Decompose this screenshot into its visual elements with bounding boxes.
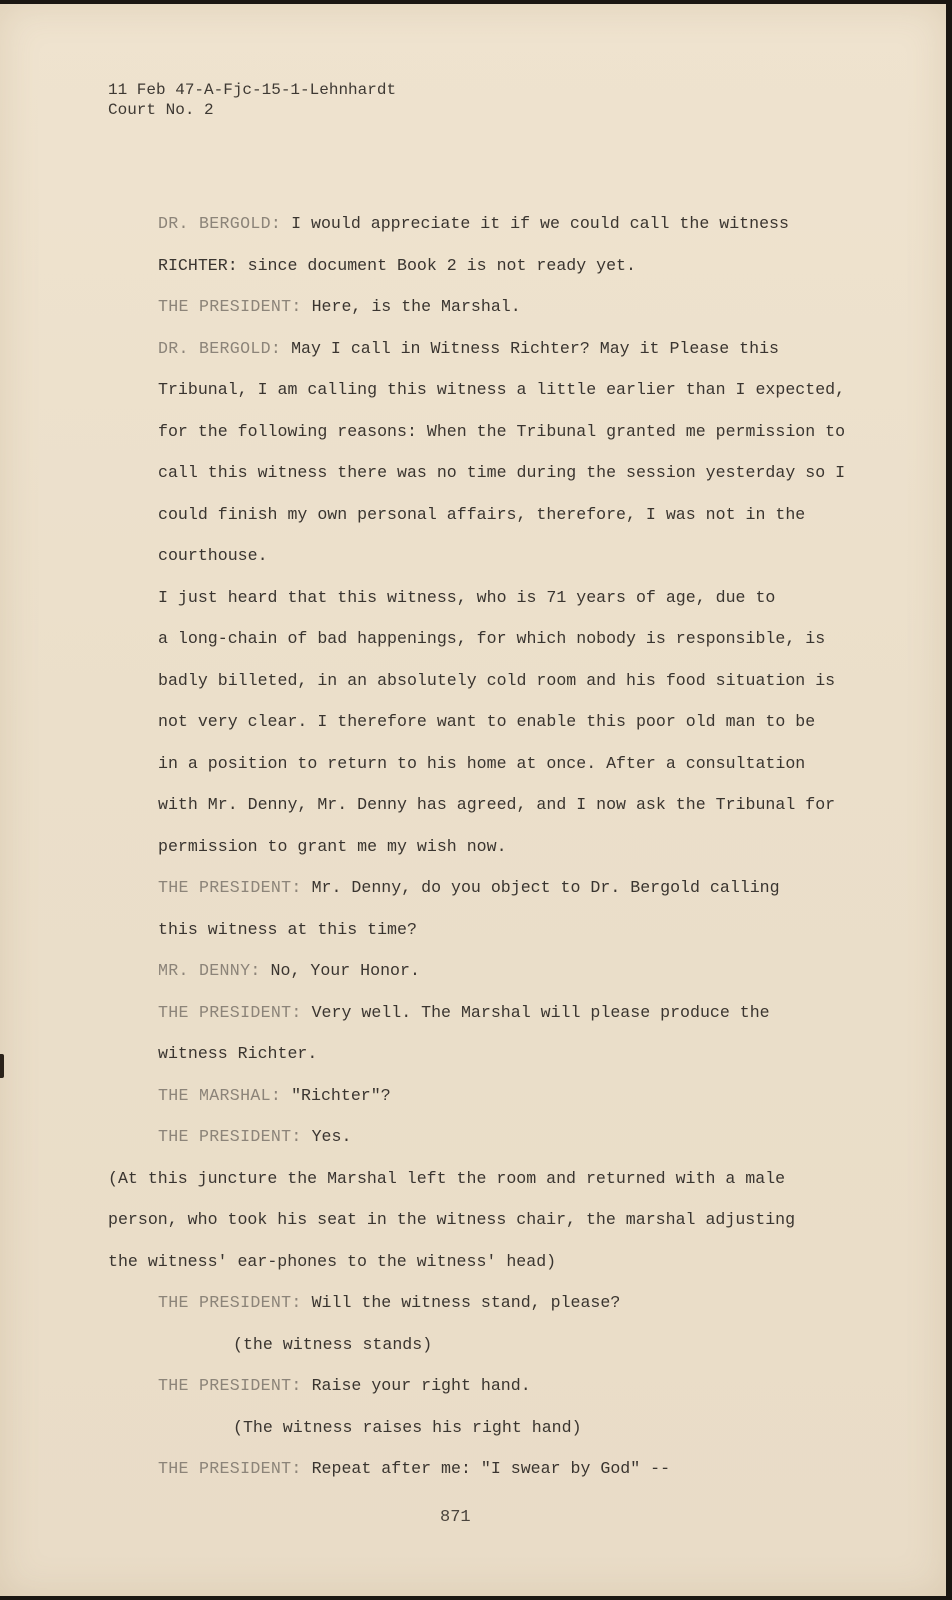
- transcript-paragraph: [108, 992, 828, 1075]
- line-text: Raise your right hand.: [301, 1376, 531, 1395]
- line-text: Here, is the Marshal.: [301, 297, 521, 316]
- line-text: Repeat after me: "I swear by God" --: [301, 1459, 671, 1478]
- transcript-paragraph: [108, 1324, 828, 1366]
- line-text: RICHTER: since document Book 2 is not ready yet.: [158, 255, 636, 275]
- line-text: the witness' ear-phones to the witness' head): [108, 1251, 557, 1271]
- transcript-line: [108, 701, 828, 743]
- document-page: [0, 4, 946, 1596]
- line-text: No, Your Honor.: [260, 961, 420, 980]
- speaker-label: THE PRESIDENT:: [158, 878, 302, 897]
- transcript-line: [108, 494, 828, 536]
- line-text: Mr. Denny, do you object to Dr. Bergold calling: [301, 878, 780, 897]
- transcript-paragraph: [108, 577, 836, 868]
- transcript-line: [108, 1158, 828, 1200]
- transcript-line: [108, 950, 828, 992]
- transcript-paragraph: [108, 1075, 828, 1117]
- transcript-line: [108, 992, 828, 1034]
- line-text: (At this juncture the Marshal left the room and returned with a male: [108, 1168, 786, 1188]
- speaker-label: THE PRESIDENT:: [158, 297, 302, 316]
- line-text: for the following reasons: When the Tribunal granted me permission to: [158, 421, 846, 441]
- transcript-paragraph: [108, 1282, 828, 1324]
- line-text: Very well. The Marshal will please produce the: [301, 1002, 770, 1022]
- line-text: (The witness raises his right hand): [233, 1417, 582, 1437]
- speaker-label: THE MARSHAL:: [158, 1085, 282, 1105]
- document-header: [108, 80, 396, 120]
- transcript-line: [108, 286, 828, 328]
- transcript-line: [108, 1324, 828, 1366]
- line-text: in a position to return to his home at once. After a consultation: [158, 753, 806, 773]
- transcript-line: [108, 743, 828, 785]
- transcript-paragraph: [108, 203, 828, 286]
- line-text: this witness at this time?: [158, 919, 417, 939]
- transcript-line: [108, 452, 846, 494]
- transcript-paragraph: [108, 1448, 828, 1490]
- line-text: courthouse.: [158, 546, 268, 565]
- transcript-line: [108, 1448, 828, 1490]
- line-text: call this witness there was no time during the session yesterday so I: [158, 463, 846, 482]
- transcript-line: [108, 1075, 828, 1117]
- transcript-line: [108, 784, 836, 826]
- speaker-label: THE PRESIDENT:: [158, 1127, 302, 1146]
- line-text: "Richter"?: [281, 1085, 391, 1105]
- transcript-paragraph: [108, 1116, 828, 1158]
- transcript-line: [108, 826, 828, 868]
- transcript-paragraph: [108, 286, 828, 328]
- transcript-line: [108, 1241, 828, 1283]
- transcript-paragraph: [108, 1158, 828, 1283]
- speaker-label: MR. DENNY:: [158, 961, 261, 980]
- transcript-line: [108, 411, 846, 453]
- transcript-line: [108, 1116, 828, 1158]
- transcript-line: [108, 535, 828, 577]
- transcript-paragraph: [108, 1365, 828, 1407]
- line-text: badly billeted, in an absolutely cold room and his food situation is: [158, 670, 836, 690]
- transcript-line: [108, 328, 828, 370]
- transcript-line: [108, 1199, 828, 1241]
- line-text: witness Richter.: [158, 1044, 318, 1063]
- transcript-line: [108, 909, 828, 951]
- line-text: could finish my own personal affairs, therefore, I was not in the: [158, 504, 806, 524]
- line-text: Yes.: [301, 1127, 352, 1146]
- transcript-line: [108, 1407, 828, 1449]
- transcript-body: [108, 203, 846, 1490]
- line-text: I just heard that this witness, who is 71 years of age, due to: [158, 587, 776, 607]
- transcript-line: [108, 1282, 828, 1324]
- binding-mark: [0, 1054, 4, 1078]
- line-text: (the witness stands): [233, 1334, 433, 1354]
- line-text: Tribunal, I am calling this witness a little earlier than I expected,: [158, 380, 846, 399]
- header-court: Court No. 2: [108, 101, 214, 119]
- speaker-label: THE PRESIDENT:: [158, 1002, 302, 1022]
- transcript-line: [108, 618, 828, 660]
- transcript-line: [108, 203, 828, 245]
- header-reference: 11 Feb 47-A-Fjc-15-1-Lehnhardt: [108, 81, 397, 99]
- transcript-line: [108, 369, 846, 411]
- speaker-label: THE PRESIDENT:: [158, 1376, 302, 1395]
- page-number: 871: [440, 1508, 471, 1527]
- speaker-label: THE PRESIDENT:: [158, 1459, 302, 1478]
- line-text: not very clear. I therefore want to enable this poor old man to be: [158, 712, 816, 731]
- line-text: with Mr. Denny, Mr. Denny has agreed, and I now ask the Tribunal for: [158, 795, 836, 814]
- transcript-line: [108, 1033, 828, 1075]
- line-text: Will the witness stand, please?: [301, 1293, 621, 1312]
- line-text: I would appreciate it if we could call the witness: [281, 214, 789, 233]
- transcript-line: [108, 245, 828, 287]
- transcript-line: [108, 1365, 828, 1407]
- transcript-paragraph: [108, 867, 828, 950]
- transcript-line: [108, 867, 828, 909]
- transcript-paragraph: [108, 1407, 828, 1449]
- speaker-label: THE PRESIDENT:: [158, 1293, 302, 1312]
- speaker-label: DR. BERGOLD:: [158, 214, 282, 233]
- line-text: May I call in Witness Richter? May it Please this: [281, 338, 780, 358]
- transcript-line: [108, 660, 836, 702]
- line-text: person, who took his seat in the witness chair, the marshal adjusting: [108, 1210, 796, 1229]
- line-text: a long-chain of bad happenings, for which nobody is responsible, is: [158, 629, 826, 648]
- transcript-paragraph: [108, 328, 846, 577]
- line-text: permission to grant me my wish now.: [158, 836, 507, 856]
- speaker-label: DR. BERGOLD:: [158, 338, 282, 358]
- transcript-paragraph: [108, 950, 828, 992]
- transcript-line: [108, 577, 828, 619]
